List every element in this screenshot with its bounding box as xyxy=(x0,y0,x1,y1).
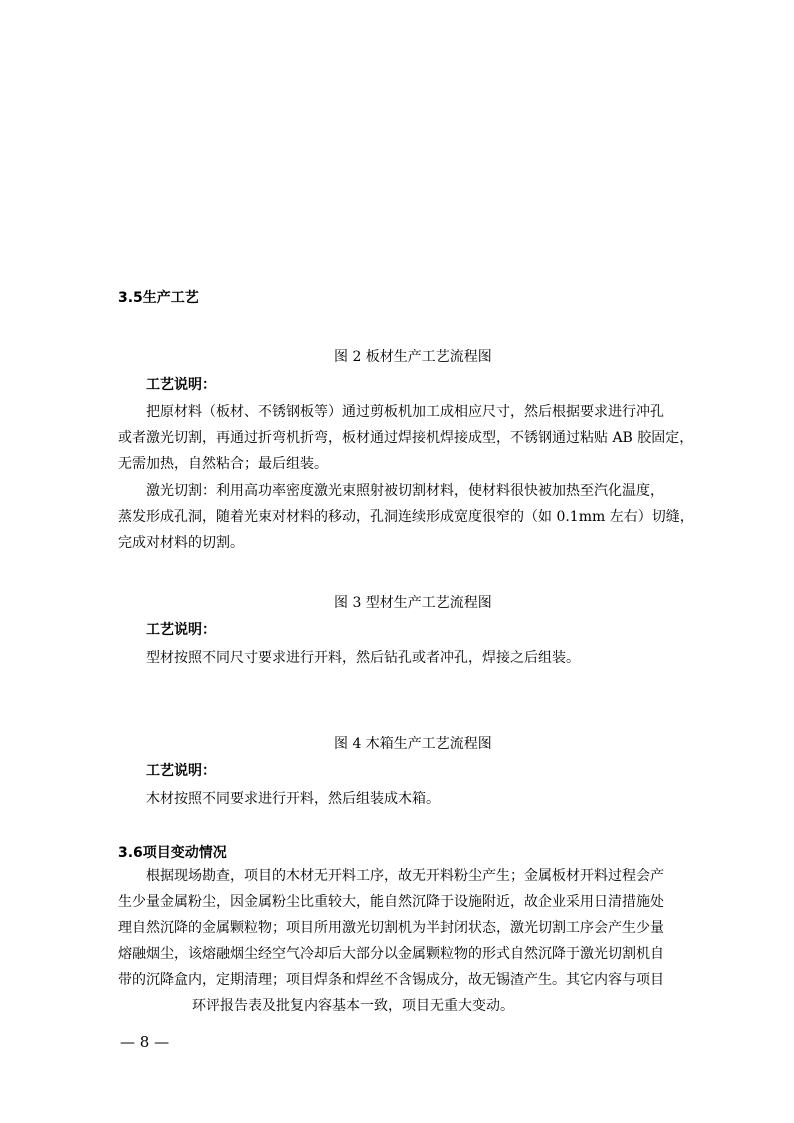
paragraph-line: 带的沉降盒内，定期清理；项目焊条和焊丝不含锡成分，故无锡渣产生。其它内容与项目 xyxy=(118,972,664,988)
page-number: — 8 — xyxy=(120,1033,170,1051)
figure-4-paragraph: 木材按照不同要求进行开料，然后组装成木箱。 xyxy=(146,791,440,807)
figure-3-paragraph: 型材按照不同尺寸要求进行开料，然后钻孔或者冲孔，焊接之后组装。 xyxy=(146,650,580,666)
paragraph-line: 无需加热，自然粘合；最后组装。 xyxy=(118,456,328,472)
figure-2-paragraph-2 xyxy=(118,478,694,556)
paragraph-line: 蒸发形成孔洞，随着光束对材料的移动，孔洞连续形成宽度很窄的（如 0.1mm 左右）切缝， xyxy=(118,509,694,525)
figure-4-caption: 图 4 木箱生产工艺流程图 xyxy=(334,736,492,752)
figure-2-caption: 图 2 板材生产工艺流程图 xyxy=(334,349,492,365)
figure-2-process-label: 工艺说明： xyxy=(146,377,216,393)
paragraph-line: 或者激光切割，再通过折弯机折弯，板材通过焊接机焊接成型，不锈钢通过粘贴 AB 胶固定， xyxy=(118,430,694,446)
section-3-6-heading: 3.6项目变动情况 xyxy=(118,845,227,861)
paragraph-line: 把原材料（板材、不锈钢板等）通过剪板机加工成相应尺寸，然后根据要求进行冲孔 xyxy=(146,404,664,420)
paragraph-line: 环评报告表及批复内容基本一致，项目无重大变动。 xyxy=(192,998,514,1014)
paragraph-line: 完成对材料的切割。 xyxy=(118,535,244,551)
section-3-5-heading: 3.5生产工艺 xyxy=(118,290,199,306)
figure-4-process-label: 工艺说明： xyxy=(146,763,216,779)
figure-2-paragraph-1 xyxy=(118,399,694,477)
figure-3-caption: 图 3 型材生产工艺流程图 xyxy=(334,595,492,611)
section-3-6-paragraph xyxy=(118,863,678,1019)
paragraph-line: 根据现场勘查，项目的木材无开料工序，故无开料粉尘产生；金属板材开料过程会产 xyxy=(146,868,664,884)
figure-3-process-label: 工艺说明： xyxy=(146,622,216,638)
paragraph-line: 理自然沉降的金属颗粒物；项目所用激光切割机为半封闭状态，激光切割工序会产生少量 xyxy=(118,920,664,936)
paragraph-line: 熔融烟尘，该熔融烟尘经空气冷却后大部分以金属颗粒物的形式自然沉降于激光切割机自 xyxy=(118,946,664,962)
paragraph-line: 激光切割：利用高功率密度激光束照射被切割材料，使材料很快被加热至汽化温度， xyxy=(146,483,664,499)
paragraph-line: 生少量金属粉尘，因金属粉尘比重较大，能自然沉降于设施附近，故企业采用日清措施处 xyxy=(118,894,664,910)
